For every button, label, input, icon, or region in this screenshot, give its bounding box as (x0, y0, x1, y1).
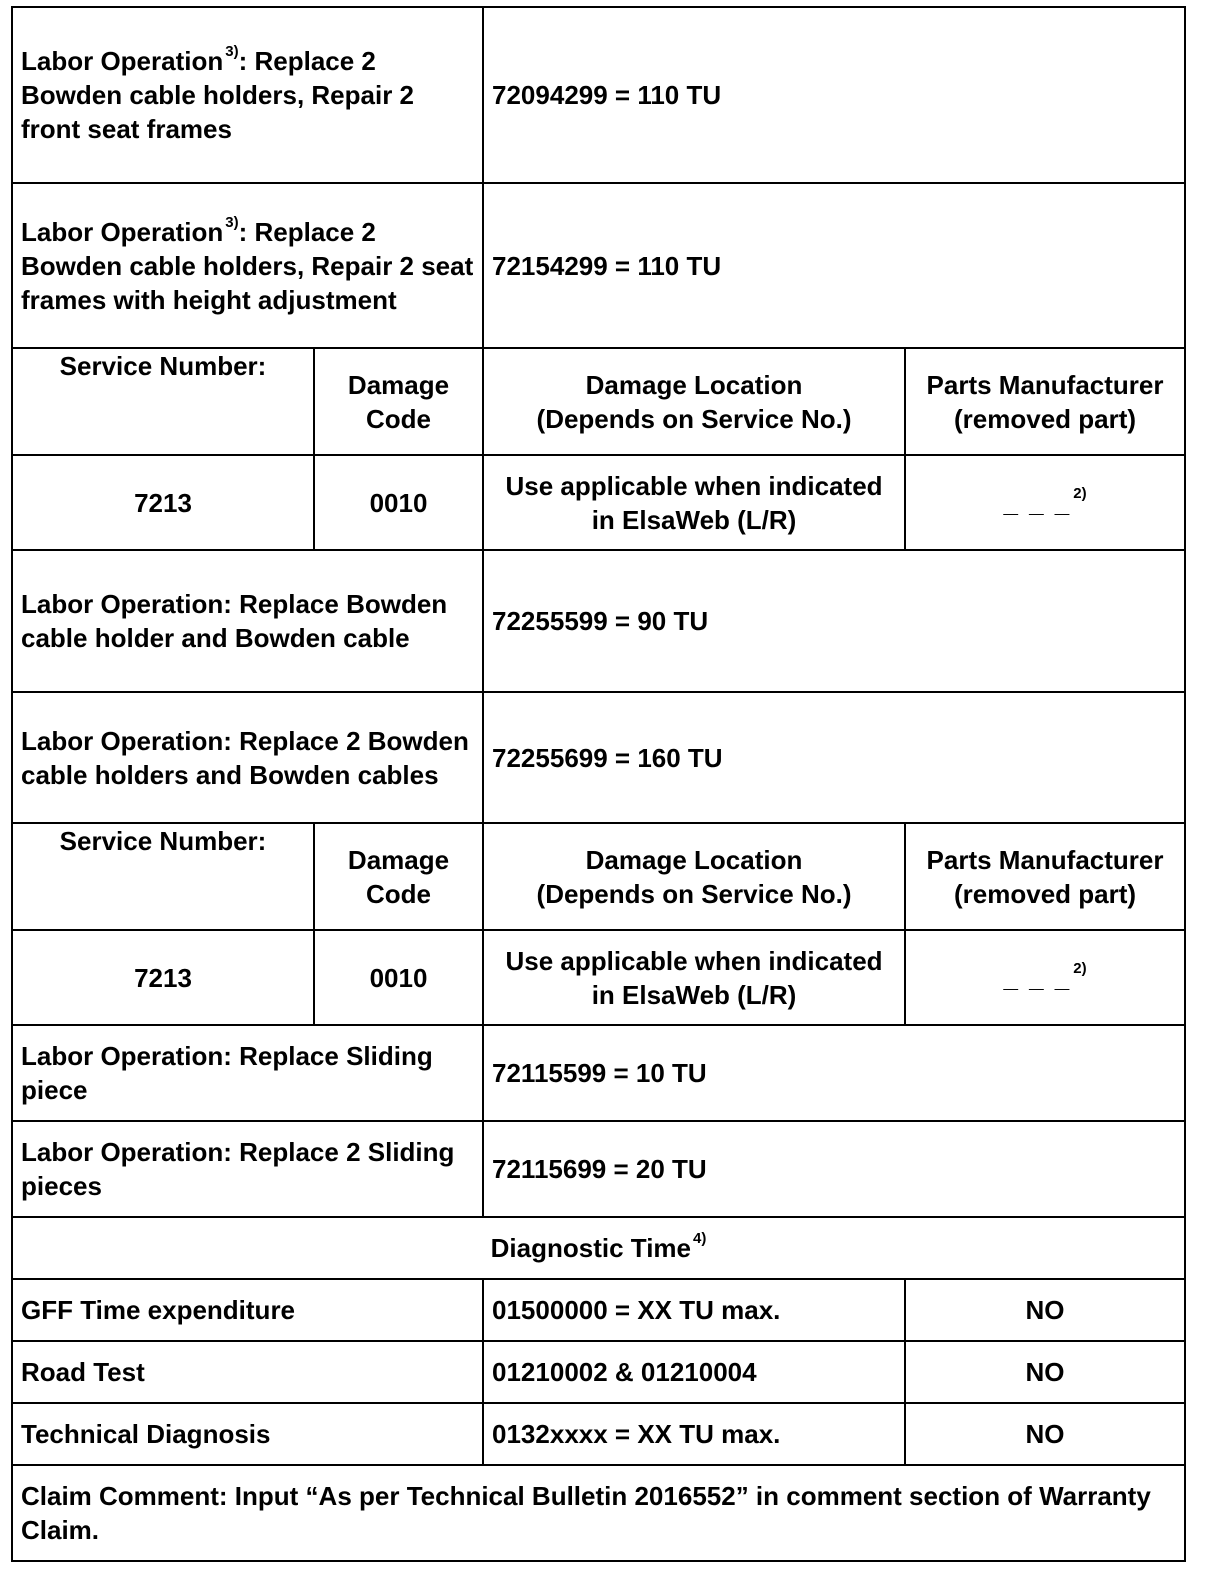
parts-manufacturer-value: _ _ _ $^{2)}$ (905, 455, 1185, 550)
service-number-value: 7213 (12, 930, 314, 1025)
labor-operation-code: 72115699 = 20 TU (483, 1121, 1185, 1217)
footnote-marker: 2) (1073, 959, 1087, 977)
labor-operation-label: Labor Operation (21, 216, 224, 247)
diagnostic-row (12, 1279, 1185, 1341)
labor-operation-text: : Replace 2 Bowden cable holders, Repair 2 front seat frames (21, 46, 414, 144)
parts-manufacturer-value: _ _ _ $^{2)}$ (905, 930, 1185, 1025)
labor-operation-row (12, 1121, 1185, 1217)
footnote-marker: 3) (225, 43, 239, 60)
damage-location-value: Use applicable when indicated in ElsaWeb (L/R) (483, 455, 905, 550)
diagnostic-code: 0132xxxx = XX TU max. (483, 1403, 905, 1465)
labor-operation-code: 72154299 = 110 TU (483, 183, 1185, 348)
labor-operation-description: Labor Operation: Replace Sliding piece (12, 1025, 483, 1121)
footnote-marker: 4) (693, 1230, 707, 1247)
service-header-row (12, 823, 1185, 930)
parts-manufacturer-header: Parts Manufacturer (removed part) (905, 823, 1185, 930)
service-number-value: 7213 (12, 455, 314, 550)
footnote-marker: 3) (225, 213, 239, 231)
damage-code-header: Damage Code (314, 823, 483, 930)
damage-location-header: Damage Location (Depends on Service No.) (483, 823, 905, 930)
diagnostic-label: GFF Time expenditure (12, 1279, 483, 1341)
diagnostic-label: Technical Diagnosis (12, 1403, 483, 1465)
diagnostic-code: 01210002 & 01210004 (483, 1341, 905, 1403)
damage-code-value: 0010 (314, 455, 483, 550)
labor-operation-label: Labor Operation (21, 46, 224, 76)
labor-operation-description (12, 7, 483, 183)
labor-operation-code: 72115599 = 10 TU (483, 1025, 1185, 1121)
diagnostic-value: NO (905, 1279, 1185, 1341)
service-number-header: Service Number: (12, 348, 314, 455)
labor-operation-description: Labor Operation: Replace 2 Bowden cable holders and Bowden cables (12, 692, 483, 823)
labor-operation-row (12, 1025, 1185, 1121)
damage-location-value: Use applicable when indicated in ElsaWeb (L/R) (483, 930, 905, 1025)
labor-operation-code: 72255599 = 90 TU (483, 550, 1185, 692)
diagnostic-label: Road Test (12, 1341, 483, 1403)
diagnostic-row (12, 1341, 1185, 1403)
damage-code-header: Damage Code (314, 348, 483, 455)
damage-code-value: 0010 (314, 930, 483, 1025)
labor-operation-row (12, 692, 1185, 823)
labor-operation-text: : Replace 2 Bowden cable holders, Repair 2 seat frames with height adjustment (21, 216, 474, 315)
labor-operation-row (12, 550, 1185, 692)
service-data-row (12, 930, 1185, 1025)
claim-comment: Claim Comment: Input “As per Technical Bulletin 2016552” in comment section of Warranty Claim. (12, 1465, 1185, 1561)
labor-operation-code: 72255699 = 160 TU (483, 692, 1185, 823)
labor-operation-code: 72094299 = 110 TU (483, 7, 1185, 183)
labor-operation-row (12, 7, 1185, 183)
warranty-labor-table (11, 6, 1186, 1562)
damage-location-header: Damage Location (Depends on Service No.) (483, 348, 905, 455)
parts-manufacturer-header: Parts Manufacturer (removed part) (905, 348, 1185, 455)
labor-operation-description: Labor Operation: Replace 2 Sliding pieces (12, 1121, 483, 1217)
diagnostic-value: NO (905, 1341, 1185, 1403)
diagnostic-code: 01500000 = XX TU max. (483, 1279, 905, 1341)
diagnostic-time-title: Diagnostic Time $^{4)}$ (12, 1217, 1185, 1279)
labor-operation-row (12, 183, 1185, 348)
diagnostic-time-header-row (12, 1217, 1185, 1279)
diagnostic-value: NO (905, 1403, 1185, 1465)
labor-operation-description: Labor Operation: Replace Bowden cable holder and Bowden cable (12, 550, 483, 692)
claim-comment-row (12, 1465, 1185, 1561)
footnote-marker: 2) (1073, 484, 1087, 502)
service-header-row (12, 348, 1185, 455)
diagnostic-row (12, 1403, 1185, 1465)
labor-operation-description (12, 183, 483, 348)
service-number-header: Service Number: (12, 823, 314, 930)
service-data-row (12, 455, 1185, 550)
